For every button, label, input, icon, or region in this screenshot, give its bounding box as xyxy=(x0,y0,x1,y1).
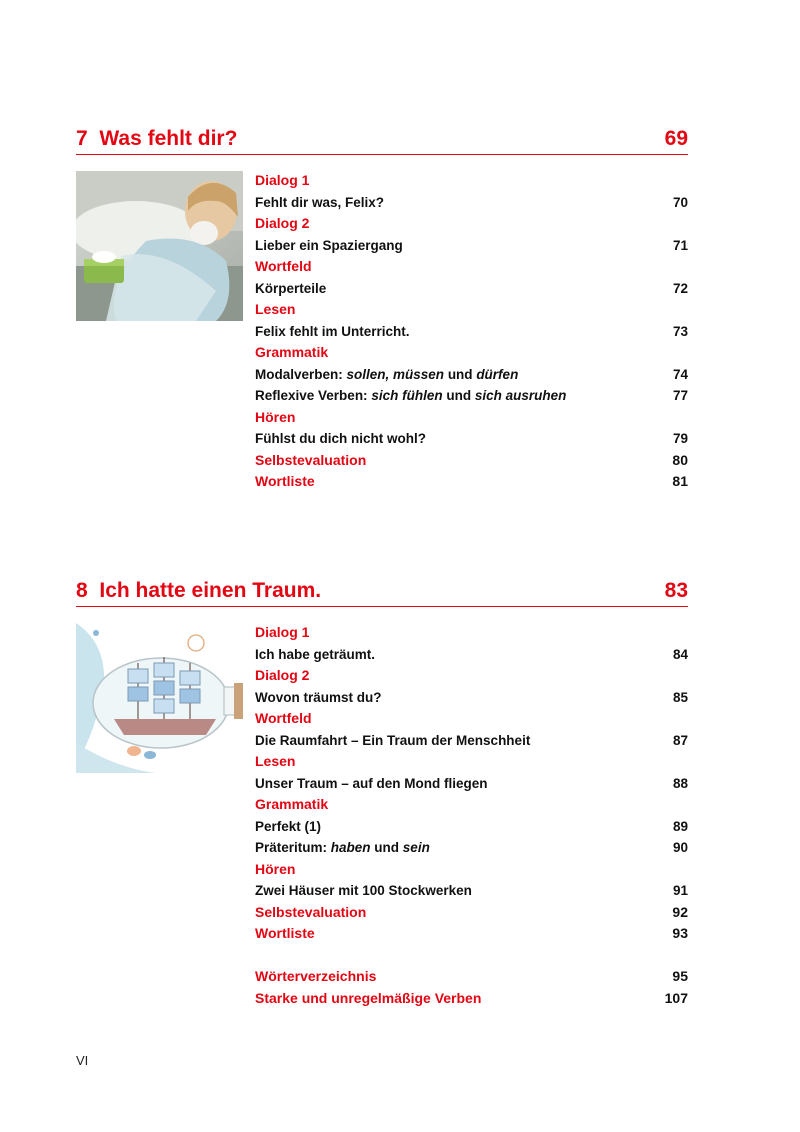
toc-section[interactable] xyxy=(255,902,688,924)
toc-section[interactable] xyxy=(255,342,688,364)
item-text: Modalverben: xyxy=(255,366,347,382)
page-number: 74 xyxy=(672,366,688,382)
item-label xyxy=(255,281,326,296)
toc-item[interactable] xyxy=(255,644,688,666)
section-label: Grammatik xyxy=(255,796,329,812)
chapter-7-entries xyxy=(255,170,688,493)
toc-section[interactable] xyxy=(255,988,688,1010)
page-number: 107 xyxy=(664,989,688,1006)
chapter-heading xyxy=(76,576,688,607)
toc-item[interactable] xyxy=(255,321,688,343)
toc-section[interactable] xyxy=(255,966,688,988)
item-label xyxy=(255,431,426,446)
toc-section[interactable] xyxy=(255,708,688,730)
page-number: 89 xyxy=(672,818,688,834)
item-text: und xyxy=(442,388,475,403)
page-number: 73 xyxy=(672,323,688,339)
toc-item[interactable] xyxy=(255,385,688,407)
chapter-number: 7 xyxy=(76,127,88,150)
page-number: 79 xyxy=(672,431,688,446)
section-label: Wortfeld xyxy=(255,710,312,726)
chapter-number: 8 xyxy=(76,579,88,602)
item-text-italic: haben xyxy=(330,840,371,855)
ship-in-bottle-illustration xyxy=(76,623,243,773)
page-label: VI xyxy=(76,1053,89,1068)
toc-section[interactable] xyxy=(255,407,688,429)
item-label xyxy=(255,883,472,898)
toc-section[interactable] xyxy=(255,170,688,192)
page-number: 71 xyxy=(672,237,688,253)
chapter-7 xyxy=(76,124,688,489)
item-label xyxy=(255,238,403,253)
item-text: Lieber ein Spaziergang xyxy=(255,237,403,253)
section-label: Selbstevaluation xyxy=(255,451,367,468)
item-text: Präteritum: xyxy=(255,840,331,855)
toc-section[interactable] xyxy=(255,299,688,321)
section-label: Hören xyxy=(255,860,296,877)
toc-item[interactable] xyxy=(255,235,688,257)
page-number: 72 xyxy=(672,280,688,296)
page-number: 91 xyxy=(672,883,688,898)
item-label xyxy=(255,819,321,834)
page-number: 70 xyxy=(672,194,688,210)
page-number: 80 xyxy=(672,451,688,468)
section-label: Dialog 1 xyxy=(255,172,310,188)
toc-item[interactable] xyxy=(255,730,688,752)
chapter-title-text: Was fehlt dir? xyxy=(99,127,238,150)
chapter-8-entries xyxy=(255,622,688,1009)
toc-item[interactable] xyxy=(255,192,688,214)
item-text: Zwei Häuser mit 100 Stockwerken xyxy=(255,883,472,898)
page-number: 87 xyxy=(672,732,688,748)
section-label: Wortliste xyxy=(255,925,315,941)
toc-section[interactable] xyxy=(255,751,688,773)
page-number: 95 xyxy=(672,968,688,984)
item-label xyxy=(255,647,375,662)
toc-section[interactable] xyxy=(255,859,688,881)
item-text: Felix fehlt im Unterricht. xyxy=(255,323,410,339)
section-label: Dialog 2 xyxy=(255,215,310,231)
toc-section[interactable] xyxy=(255,213,688,235)
item-text: Die Raumfahrt – Ein Traum der Menschheit xyxy=(255,732,531,748)
toc-item[interactable] xyxy=(255,687,688,709)
item-text: Reflexive Verben: xyxy=(255,388,372,403)
item-text-italic: sich fühlen xyxy=(371,388,443,403)
item-text-italic: sollen, müssen xyxy=(346,366,445,382)
chapter-title xyxy=(76,579,321,603)
item-label xyxy=(255,690,382,705)
item-text: Fehlt dir was, Felix? xyxy=(255,194,385,210)
item-label xyxy=(255,367,518,382)
chapter-title xyxy=(76,127,237,151)
section-label: Wörterverzeichnis xyxy=(255,968,377,984)
section-label: Lesen xyxy=(255,301,296,317)
toc-section[interactable] xyxy=(255,794,688,816)
toc-item[interactable] xyxy=(255,278,688,300)
section-label: Hören xyxy=(255,408,296,425)
toc-item[interactable] xyxy=(255,364,688,386)
page-number: 88 xyxy=(672,775,688,791)
item-text-italic: dürfen xyxy=(476,366,519,382)
girl-blowing-nose-photo xyxy=(76,171,243,321)
item-text: Ich habe geträumt. xyxy=(255,646,376,662)
item-text-italic: sein xyxy=(402,840,430,855)
toc-section[interactable] xyxy=(255,665,688,687)
item-text: Unser Traum – auf den Mond fliegen xyxy=(255,775,488,791)
toc-item[interactable] xyxy=(255,773,688,795)
item-text: Körperteile xyxy=(255,280,327,296)
item-label xyxy=(255,388,566,403)
page-number: 90 xyxy=(672,840,688,855)
chapter-8 xyxy=(76,576,688,1006)
section-label: Starke und unregelmäßige Verben xyxy=(255,989,482,1006)
chapter-page-number: 69 xyxy=(664,127,688,150)
toc-item[interactable] xyxy=(255,880,688,902)
page-number: 93 xyxy=(672,925,688,941)
spacer xyxy=(255,945,688,967)
item-text: und xyxy=(444,366,477,382)
item-label xyxy=(255,840,430,855)
item-text-italic: sich ausruhen xyxy=(474,388,567,403)
item-label xyxy=(255,776,488,791)
toc-section[interactable] xyxy=(255,450,688,472)
section-label: Wortliste xyxy=(255,473,315,489)
section-label: Lesen xyxy=(255,753,296,769)
item-label xyxy=(255,324,410,339)
page-number: 77 xyxy=(672,388,688,403)
chapter-title-text: Ich hatte einen Traum. xyxy=(99,579,322,602)
toc-item[interactable] xyxy=(255,837,688,859)
item-text: Perfekt (1) xyxy=(255,818,322,834)
toc-section[interactable] xyxy=(255,923,688,945)
toc-section[interactable] xyxy=(255,622,688,644)
section-label: Grammatik xyxy=(255,344,329,360)
item-label xyxy=(255,195,384,210)
chapter-heading xyxy=(76,124,688,155)
item-text: Fühlst du dich nicht wohl? xyxy=(255,431,426,446)
item-label xyxy=(255,733,530,748)
page-number: 92 xyxy=(672,903,688,920)
item-text: Wovon träumst du? xyxy=(255,689,382,705)
item-text: und xyxy=(370,840,403,855)
page-number: 85 xyxy=(672,689,688,705)
toc-item[interactable] xyxy=(255,428,688,450)
section-label: Wortfeld xyxy=(255,258,312,274)
page-number: 81 xyxy=(672,473,688,489)
section-label: Selbstevaluation xyxy=(255,903,367,920)
section-label: Dialog 2 xyxy=(255,667,310,683)
toc-section[interactable] xyxy=(255,471,688,493)
section-label: Dialog 1 xyxy=(255,624,310,640)
page-number: 84 xyxy=(672,646,688,662)
chapter-page-number: 83 xyxy=(664,579,688,602)
toc-section[interactable] xyxy=(255,256,688,278)
toc-item[interactable] xyxy=(255,816,688,838)
